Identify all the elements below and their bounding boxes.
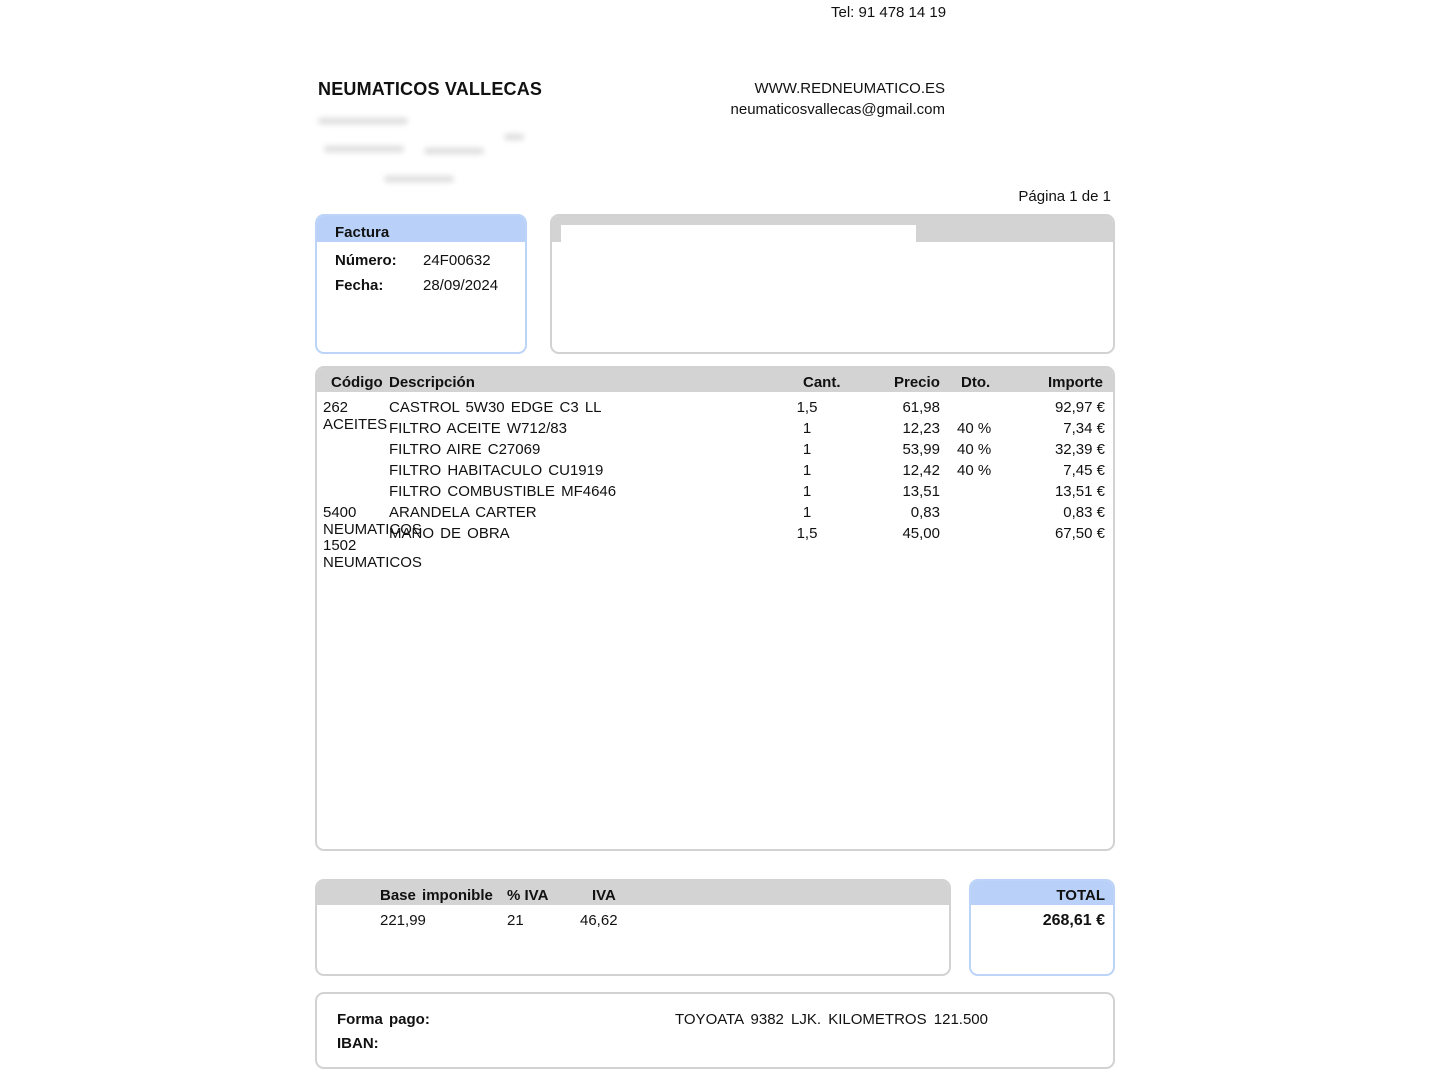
cell-amount: 7,34 € (1063, 420, 1105, 437)
cell-qty: 1,5 (796, 525, 818, 542)
tax-summary-box (315, 879, 951, 976)
tax-base-header: Base imponible (380, 887, 493, 904)
tax-summary-header (317, 881, 949, 905)
invoice-number: 24F00632 (423, 252, 491, 269)
redacted-address (314, 112, 534, 192)
cell-description: FILTRO HABITACULO CU1919 (389, 462, 604, 479)
table-row (317, 462, 1113, 483)
cell-price: 13,51 (902, 483, 940, 500)
tax-iva-value: 46,62 (580, 912, 618, 929)
cell-qty: 1 (802, 462, 812, 479)
col-description-header: Descripción (389, 374, 475, 391)
cell-price: 61,98 (902, 399, 940, 416)
tax-pct-header: % IVA (507, 887, 549, 904)
cell-price: 12,23 (902, 420, 940, 437)
cell-amount: 7,45 € (1063, 462, 1105, 479)
page-indicator: Página 1 de 1 (1018, 188, 1111, 205)
cell-code: 262 ACEITES (323, 399, 388, 433)
cell-qty: 1,5 (796, 399, 818, 416)
col-price-header: Precio (894, 374, 940, 391)
company-name: NEUMATICOS VALLECAS (318, 79, 543, 99)
client-info-box (550, 214, 1115, 354)
total-value: 268,61 € (1042, 912, 1105, 929)
email-link[interactable]: neumaticosvallecas@gmail.com (730, 101, 945, 118)
table-row (317, 441, 1113, 462)
cell-code: 1502 NEUMATICOS (323, 537, 422, 571)
total-box (969, 879, 1115, 976)
cell-description: FILTRO AIRE C27069 (389, 441, 541, 458)
invoice-title: Factura (335, 224, 390, 241)
cell-code: 5400 NEUMATICOS (323, 504, 422, 538)
cell-discount: 40 % (957, 441, 992, 458)
table-row (317, 420, 1113, 441)
cell-price: 0,83 (910, 504, 940, 521)
iban-label: IBAN: (337, 1035, 379, 1052)
payment-method-label: Forma pago: (337, 1011, 430, 1028)
cell-price: 45,00 (902, 525, 940, 542)
tax-base-value: 221,99 (380, 912, 426, 929)
cell-discount: 40 % (957, 462, 992, 479)
cell-description: CASTROL 5W30 EDGE C3 LL (389, 399, 602, 416)
invoice-number-label: Número: (335, 252, 397, 269)
phone-number: Tel: 91 478 14 19 (831, 4, 947, 21)
cell-amount: 0,83 € (1063, 504, 1105, 521)
cell-qty: 1 (802, 483, 812, 500)
table-row (317, 525, 1113, 571)
cell-qty: 1 (802, 504, 812, 521)
vehicle-note: TOYOATA 9382 LJK. KILOMETROS 121.500 (675, 1011, 988, 1028)
col-amount-header: Importe (1048, 374, 1104, 391)
cell-amount: 32,39 € (1054, 441, 1105, 458)
cell-description: FILTRO COMBUSTIBLE MF4646 (389, 483, 617, 500)
cell-price: 53,99 (902, 441, 940, 458)
tax-iva-header: IVA (592, 887, 616, 904)
cell-amount: 13,51 € (1054, 483, 1105, 500)
items-table (315, 366, 1115, 851)
cell-qty: 1 (802, 420, 812, 437)
invoice-info-box (315, 214, 527, 354)
redacted-client-name (561, 225, 916, 243)
table-row (317, 483, 1113, 504)
items-table-header (317, 368, 1113, 392)
cell-description: ARANDELA CARTER (389, 504, 537, 521)
col-discount-header: Dto. (961, 374, 991, 391)
cell-discount: 40 % (957, 420, 992, 437)
col-qty-header: Cant. (803, 374, 841, 391)
cell-description: FILTRO ACEITE W712/83 (389, 420, 567, 437)
tax-pct-value: 21 (507, 912, 524, 929)
website-link[interactable]: WWW.REDNEUMATICO.ES (754, 80, 945, 97)
cell-price: 12,42 (902, 462, 940, 479)
invoice-date-label: Fecha: (335, 277, 384, 294)
cell-qty: 1 (802, 441, 812, 458)
cell-description: MANO DE OBRA (389, 525, 510, 542)
total-label: TOTAL (1056, 887, 1105, 904)
col-code-header: Código (331, 374, 383, 391)
payment-info-box (315, 992, 1115, 1069)
cell-amount: 92,97 € (1054, 399, 1105, 416)
cell-amount: 67,50 € (1054, 525, 1105, 542)
invoice-date: 28/09/2024 (423, 277, 499, 294)
